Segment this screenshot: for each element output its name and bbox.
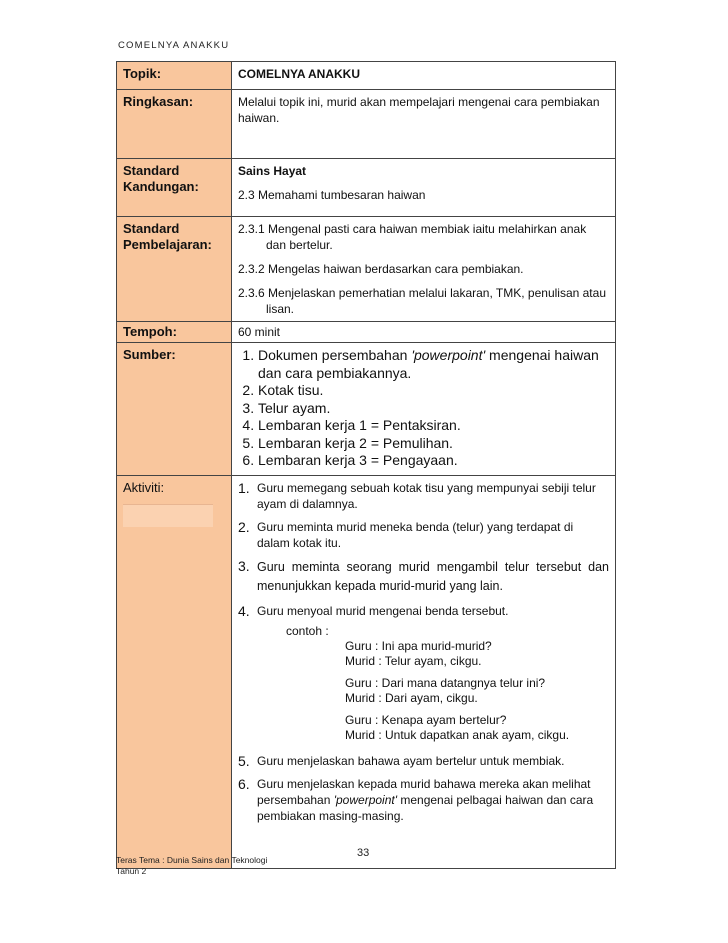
sumber-item: 2. Kotak tisu.	[258, 382, 609, 400]
sp-item: 2.3.2 Mengelas haiwan berdasarkan cara pembiakan.	[238, 262, 524, 276]
sumber-item: 1. Dokumen persembahan 'powerpoint' mengenai haiwan dan cara pembiakannya.	[258, 347, 609, 382]
aktiviti-item: 4. Guru menyoal murid mengenai benda tersebut.	[238, 602, 509, 619]
label-ringkasan: Ringkasan:	[117, 90, 232, 159]
sumber-item: 6. Lembaran kerja 3 = Pengayaan.	[258, 452, 609, 470]
aktiviti-item: 6. Guru menjelaskan kepada murid bahawa mereka akan melihat persembahan 'powerpoint' mengenai pelbagai haiwan dan cara pembiakan masing-masing.	[238, 775, 594, 823]
aktiviti-label-text: Aktiviti:	[123, 479, 165, 495]
row-sumber	[117, 343, 616, 476]
value-standard-pembelajaran	[232, 217, 616, 322]
value-topik: COMELNYA ANAKKU	[232, 62, 616, 90]
value-sumber	[232, 343, 616, 476]
sp-item: 2.3.1 Mengenal pasti cara haiwan membiak iaitu melahirkan anak dan bertelur.	[238, 222, 587, 252]
dialog-pair: Guru : Kenapa ayam bertelur? Murid : Untuk dapatkan anak ayam, cikgu.	[345, 712, 570, 742]
sumber-item: 4. Lembaran kerja 1 = Pentaksiran.	[258, 417, 609, 435]
row-aktiviti	[117, 475, 616, 868]
sk-text: 2.3 Memahami tumbesaran haiwan	[238, 188, 426, 202]
lesson-plan-table	[116, 61, 616, 869]
value-tempoh: 60 minit	[232, 322, 616, 343]
footer-info	[116, 855, 267, 877]
dialog-pair: Guru : Ini apa murid-murid? Murid : Telur ayam, cikgu.	[345, 638, 492, 668]
row-standard-kandungan	[117, 159, 616, 217]
document-header: COMELNYA ANAKKU	[118, 40, 230, 51]
footer-theme: Teras Tema : Dunia Sains dan Teknologi	[116, 855, 268, 865]
footer-year: Tahun 2	[116, 866, 147, 876]
sk-heading: Sains Hayat	[238, 164, 307, 178]
value-ringkasan: Melalui topik ini, murid akan mempelajari mengenai cara pembiakan haiwan.	[232, 90, 616, 159]
sumber-list	[238, 347, 609, 470]
dialog-pair: Guru : Dari mana datangnya telur ini? Murid : Dari ayam, cikgu.	[345, 675, 546, 705]
aktiviti-item: 5. Guru menjelaskan bahawa ayam bertelur untuk membiak.	[238, 752, 565, 769]
aktiviti-item: 3. Guru meminta seorang murid mengambil telur tersebut dan menunjukkan kepada murid-murid yang lain.	[238, 557, 609, 593]
aktiviti-item: 1. Guru memegang sebuah kotak tisu yang mempunyai sebiji telur ayam di dalamnya.	[238, 479, 596, 511]
row-ringkasan	[117, 90, 616, 159]
empty-input-box	[123, 504, 213, 527]
contoh-label: contoh :	[286, 623, 329, 638]
label-standard-kandungan: Standard Kandungan:	[117, 159, 232, 217]
label-sumber: Sumber:	[117, 343, 232, 476]
value-aktiviti	[232, 475, 616, 868]
sumber-item: 5. Lembaran kerja 2 = Pemulihan.	[258, 435, 609, 453]
row-standard-pembelajaran	[117, 217, 616, 322]
row-topik	[117, 62, 616, 90]
row-tempoh	[117, 322, 616, 343]
sumber-item: 3. Telur ayam.	[258, 400, 609, 418]
page-number: 33	[357, 847, 370, 859]
label-aktiviti	[117, 475, 232, 868]
label-topik: Topik:	[117, 62, 232, 90]
sp-item: 2.3.6 Menjelaskan pemerhatian melalui lakaran, TMK, penulisan atau lisan.	[238, 286, 606, 316]
aktiviti-item: 2. Guru meminta murid meneka benda (telur) yang terdapat di dalam kotak itu.	[238, 518, 574, 550]
value-standard-kandungan	[232, 159, 616, 217]
label-tempoh: Tempoh:	[117, 322, 232, 343]
label-standard-pembelajaran: Standard Pembelajaran:	[117, 217, 232, 322]
